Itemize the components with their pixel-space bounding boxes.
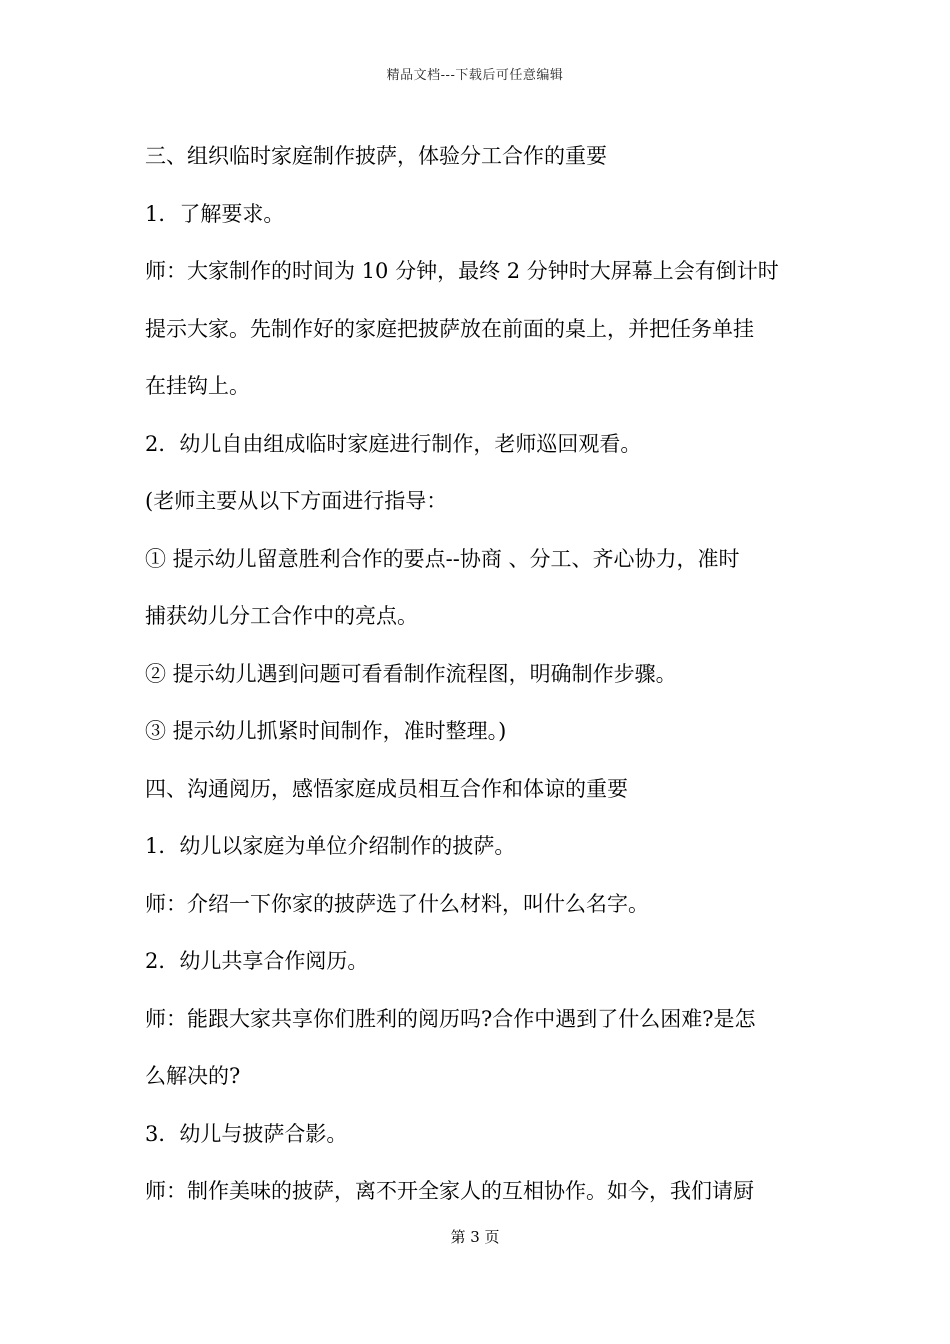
list-item: ① 提示幼儿留意胜利合作的要点--协商 、分工、齐心协力，准时 — [145, 546, 740, 571]
list-item: ② 提示幼儿遇到问题可看看制作流程图，明确制作步骤。 — [145, 661, 677, 686]
section-heading-3: 三、组织临时家庭制作披萨，体验分工合作的重要 — [145, 144, 607, 168]
paragraph: 么解决的? — [145, 1064, 241, 1088]
list-item: ③ 提示幼儿抓紧时间制作，准时整理。) — [145, 719, 507, 743]
page-number: 第 3 页 — [450, 1228, 500, 1246]
paragraph: 师：介绍一下你家的披萨选了什么材料，叫什么名字。 — [145, 891, 649, 916]
section-heading-4: 四、沟通阅历，感悟家庭成员相互合作和体谅的重要 — [145, 776, 628, 801]
paragraph: 提示大家。先制作好的家庭把披萨放在前面的桌上，并把任务单挂 — [145, 316, 754, 341]
paragraph: 3．幼儿与披萨合影。 — [145, 1121, 348, 1146]
paragraph: 2．幼儿自由组成临时家庭进行制作，老师巡回观看。 — [145, 431, 642, 456]
paragraph: 在挂钩上。 — [145, 374, 250, 398]
paragraph: 师：大家制作的时间为 10 分钟，最终 2 分钟时大屏幕上会有倒计时 — [145, 259, 779, 283]
paragraph: 师：制作美味的披萨，离不开全家人的互相协作。如今，我们请厨 — [145, 1179, 754, 1203]
paragraph: (老师主要从以下方面进行指导： — [145, 489, 448, 513]
paragraph: 1．了解要求。 — [145, 201, 285, 226]
paragraph: 师：能跟大家共享你们胜利的阅历吗?合作中遇到了什么困难?是怎 — [145, 1006, 756, 1031]
paragraph: 2．幼儿共享合作阅历。 — [145, 949, 369, 973]
document-body — [145, 128, 810, 1221]
paragraph: 捕获幼儿分工合作中的亮点。 — [145, 604, 418, 628]
paragraph: 1．幼儿以家庭为单位介绍制作的披萨。 — [145, 834, 516, 858]
page-header: 精品文档---下载后可任意编辑 — [386, 68, 564, 83]
